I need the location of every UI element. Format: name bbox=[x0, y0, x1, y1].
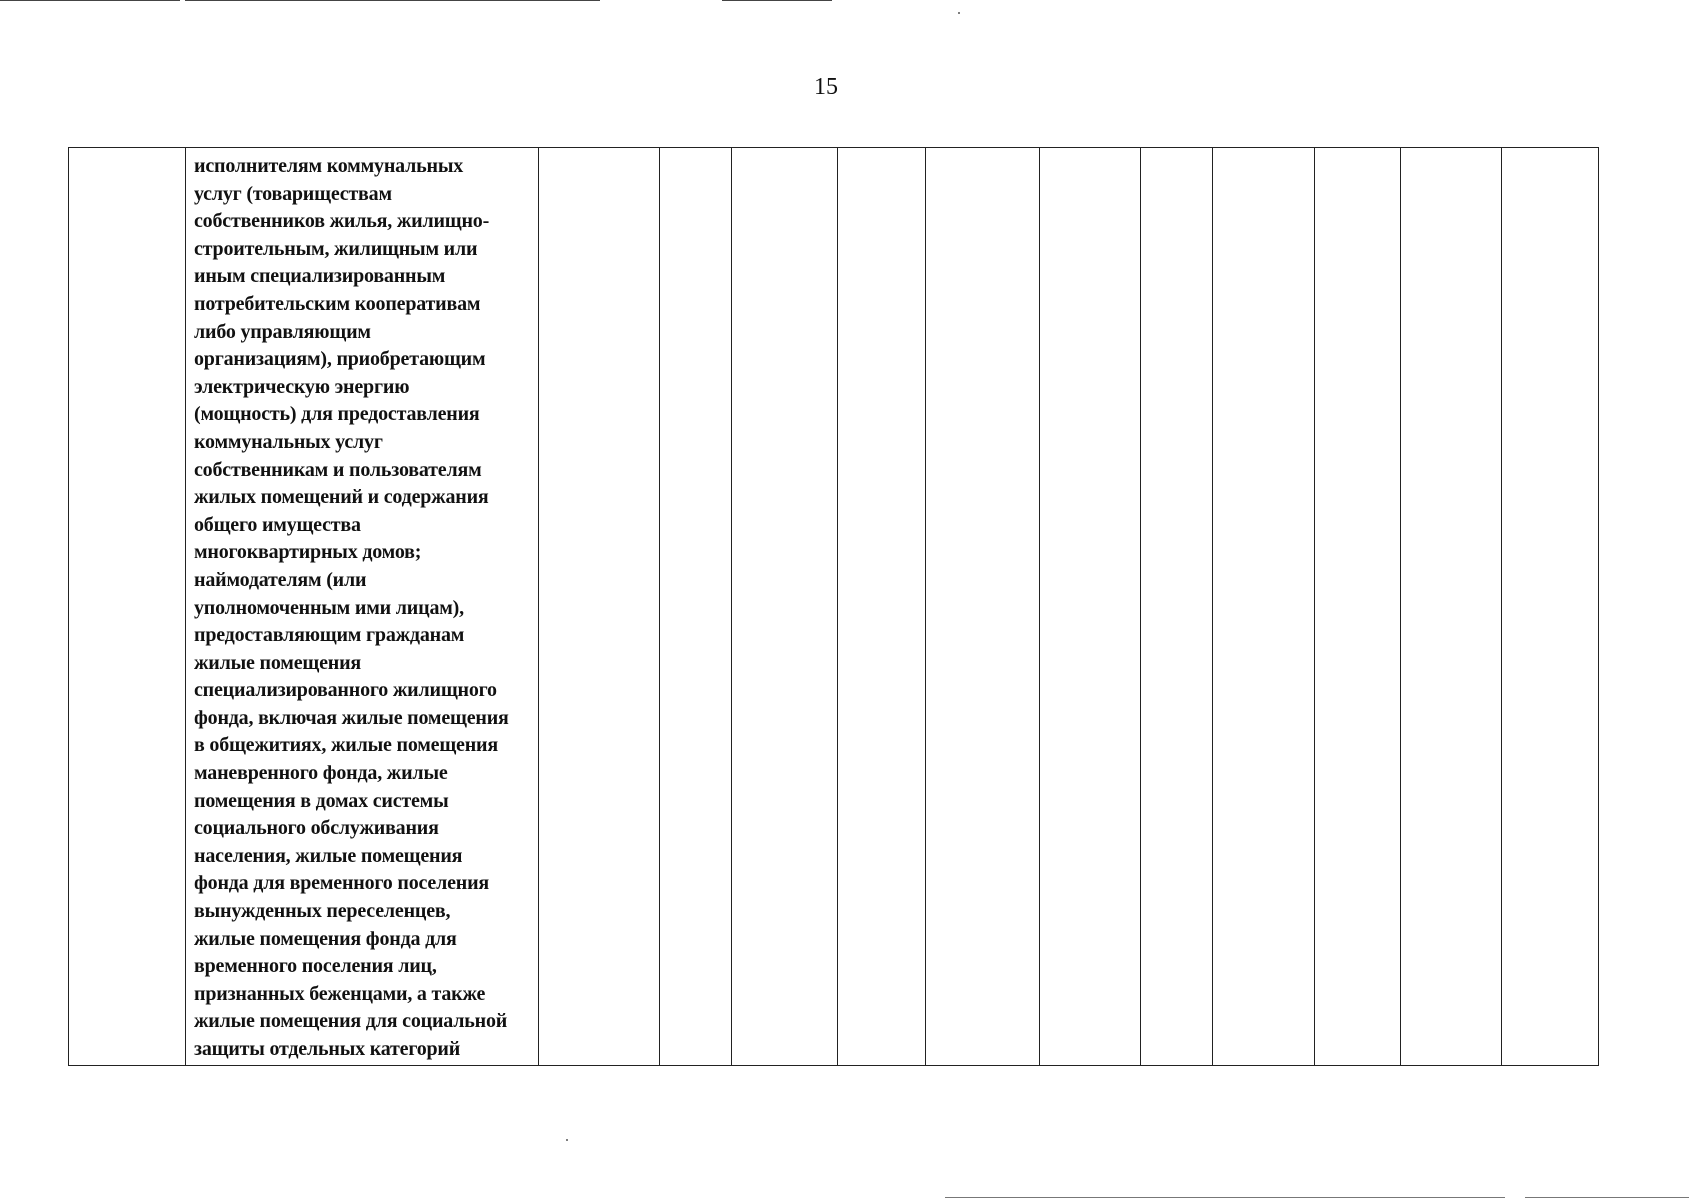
description-line: строительным, жилищным или bbox=[194, 237, 478, 260]
description-line: маневренного фонда, жилые bbox=[194, 762, 448, 785]
description-line: жилые помещения для социальной bbox=[194, 1010, 508, 1033]
table-cell-empty bbox=[1401, 148, 1502, 1066]
scan-artifact-bottom-line bbox=[945, 1197, 1505, 1198]
scan-artifact-top-line bbox=[185, 0, 600, 1]
description-line: (мощность) для предоставления bbox=[194, 403, 480, 426]
description-line: собственников жилья, жилищно- bbox=[194, 210, 490, 233]
table-cell-number bbox=[69, 148, 186, 1066]
table-cell-empty bbox=[1040, 148, 1141, 1066]
description-line: многоквартирных домов; bbox=[194, 541, 422, 564]
description-line: собственникам и пользователям bbox=[194, 458, 482, 481]
scan-speck bbox=[958, 12, 960, 14]
scan-speck bbox=[566, 1139, 568, 1141]
description-line: общего имущества bbox=[194, 513, 361, 536]
description-line: социального обслуживания bbox=[194, 817, 439, 840]
description-line: признанных беженцами, а также bbox=[194, 982, 486, 1005]
description-line: исполнителям коммунальных bbox=[194, 155, 464, 177]
table-cell-empty bbox=[1502, 148, 1599, 1066]
description-line: защиты отдельных категорий bbox=[194, 1038, 461, 1060]
table-cell-empty bbox=[539, 148, 660, 1066]
document-table bbox=[68, 147, 1599, 1066]
table-cell-empty bbox=[1141, 148, 1213, 1066]
page-number: 15 bbox=[814, 74, 838, 100]
description-line: услуг (товариществам bbox=[194, 182, 392, 205]
description-line: электрическую энергию bbox=[194, 375, 410, 398]
description-line: потребительским кооперативам bbox=[194, 292, 481, 315]
description-line: жилых помещений и содержания bbox=[194, 486, 489, 509]
scan-artifact-bottom-line bbox=[1525, 1197, 1689, 1198]
scan-artifact-top-line bbox=[722, 0, 832, 1]
description-line: предоставляющим гражданам bbox=[194, 624, 465, 647]
table-cell-description bbox=[186, 148, 539, 1066]
description-line: уполномоченным ими лицам), bbox=[194, 596, 464, 619]
description-line: фонда для временного поселения bbox=[194, 872, 490, 895]
description-line: организациям), приобретающим bbox=[194, 348, 486, 371]
table-cell-empty bbox=[838, 148, 926, 1066]
description-line: в общежитиях, жилые помещения bbox=[194, 734, 498, 757]
description-line: либо управляющим bbox=[194, 320, 371, 343]
table-cell-empty bbox=[732, 148, 838, 1066]
description-line: специализированного жилищного bbox=[194, 679, 497, 702]
table-cell-empty bbox=[1315, 148, 1401, 1066]
description-line: жилые помещения bbox=[194, 651, 362, 674]
table-row bbox=[69, 148, 1599, 1066]
table-cell-empty bbox=[1213, 148, 1315, 1066]
description-line: вынужденных переселенцев, bbox=[194, 900, 451, 923]
description-line: коммунальных услуг bbox=[194, 430, 383, 453]
description-line: фонда, включая жилые помещения bbox=[194, 706, 509, 729]
description-line: наймодателям (или bbox=[194, 568, 367, 591]
description-line: жилые помещения фонда для bbox=[194, 927, 457, 950]
description-line: временного поселения лиц, bbox=[194, 955, 437, 978]
description-line: помещения в домах системы bbox=[194, 789, 449, 812]
scan-artifact-top-line bbox=[0, 0, 180, 1]
description-line: населения, жилые помещения bbox=[194, 844, 463, 867]
table-cell-empty bbox=[926, 148, 1040, 1066]
table-cell-empty bbox=[660, 148, 732, 1066]
description-line: иным специализированным bbox=[194, 265, 446, 288]
